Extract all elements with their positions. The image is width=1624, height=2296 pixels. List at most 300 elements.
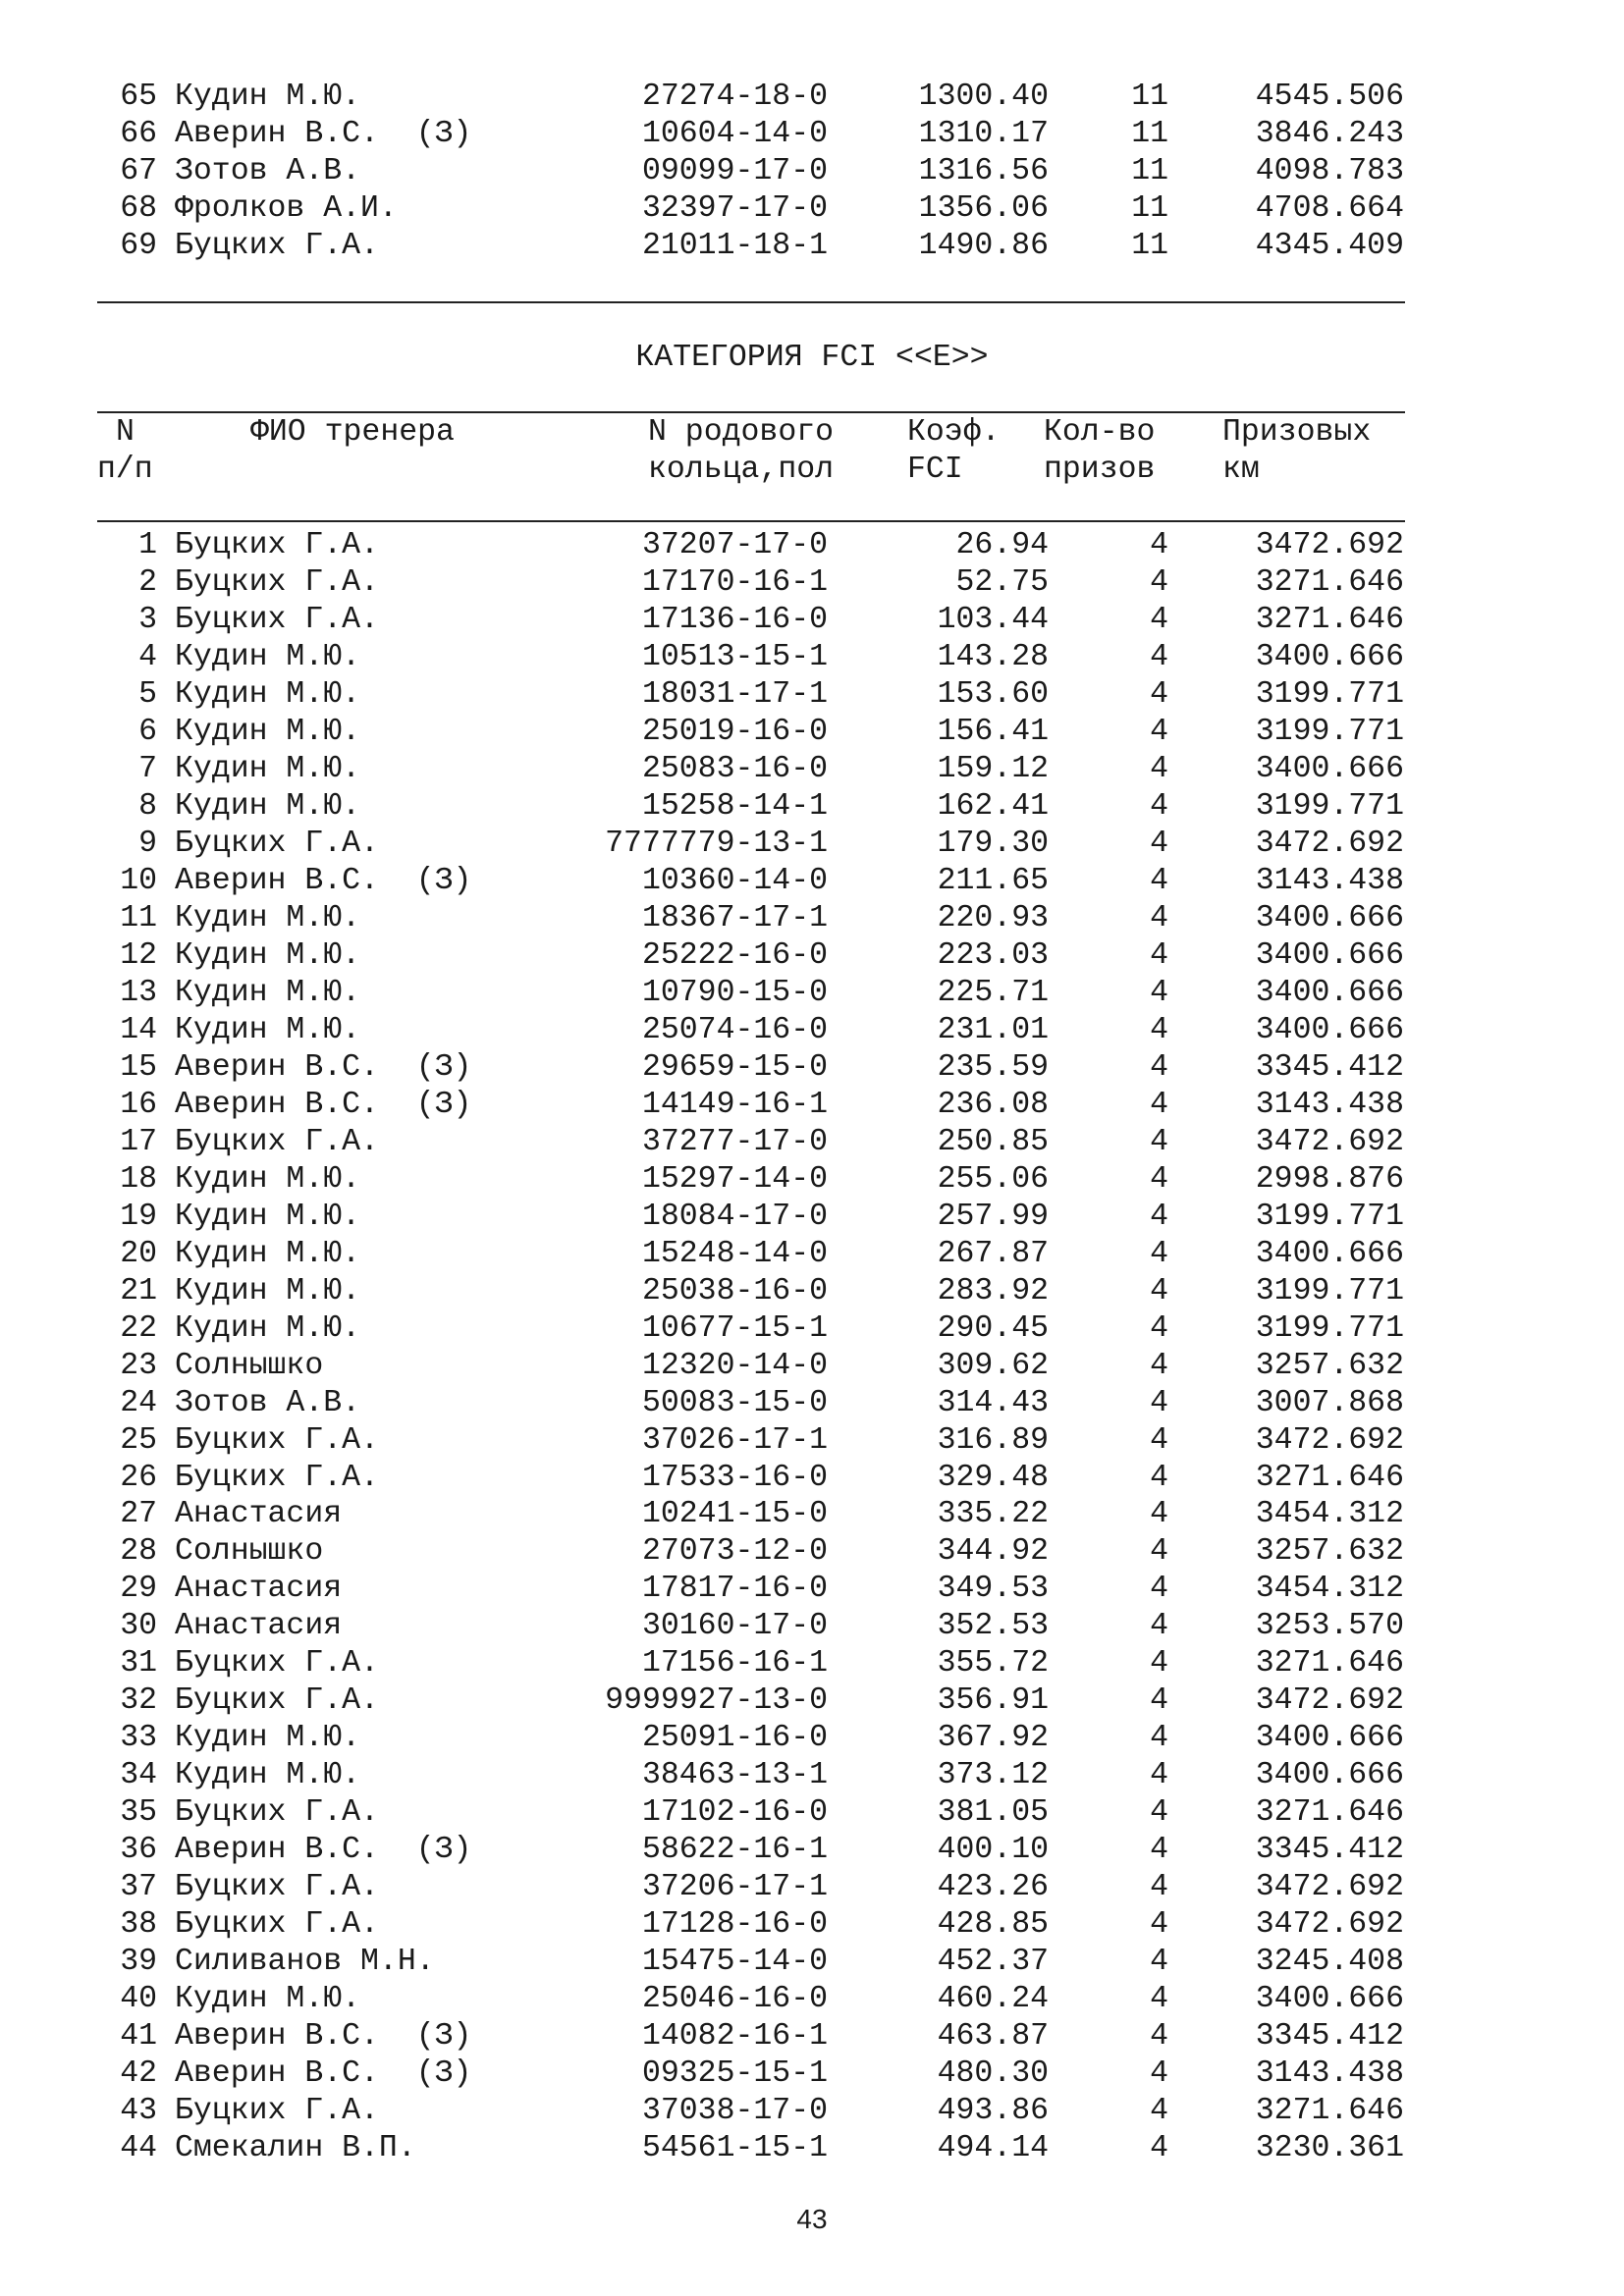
row-number: 22 (120, 1310, 157, 1346)
row-number: 12 (120, 937, 157, 973)
prize-count: 4 (1150, 1012, 1168, 1047)
row-number: 36 (120, 1833, 157, 1868)
trainer-name: Аверин В.С. (З) (175, 2019, 472, 2055)
row-number: 9 (138, 826, 157, 861)
prize-km: 3271.646 (1255, 564, 1404, 600)
trainer-name: Солнышко (175, 1534, 324, 1570)
table-row (0, 1310, 1624, 1348)
fci-coefficient: 1300.40 (918, 80, 1049, 114)
prize-count: 4 (1150, 602, 1168, 637)
ring-number: 17170-16-1 (641, 564, 828, 600)
ring-number: 12320-14-0 (641, 1348, 828, 1383)
table-row (0, 1981, 1624, 2018)
trainer-name: Кудин М.Ю. (175, 937, 361, 973)
prize-km: 3199.771 (1255, 714, 1404, 749)
prize-count: 4 (1150, 863, 1168, 898)
table-row (0, 639, 1624, 676)
category-title: КАТЕГОРИЯ FCI <<E>> (635, 341, 989, 375)
trainer-name: Зотов А.В. (175, 154, 361, 188)
table-row (0, 975, 1624, 1012)
header-coef: Коэф. (907, 415, 1001, 450)
prize-km: 3143.438 (1255, 1087, 1404, 1122)
prize-km: 4708.664 (1255, 191, 1404, 226)
trainer-name: Аверин В.С. (З) (175, 1049, 472, 1085)
trainer-name: Смекалин В.П. (175, 2131, 416, 2166)
prize-count: 4 (1150, 1572, 1168, 1607)
prize-count: 4 (1150, 1348, 1168, 1383)
fci-coefficient: 329.48 (937, 1460, 1049, 1495)
row-number: 23 (120, 1348, 157, 1383)
row-number: 19 (120, 1199, 157, 1234)
row-number: 39 (120, 1945, 157, 1980)
table-row (0, 1608, 1624, 1645)
ring-number: 18367-17-1 (641, 900, 828, 935)
prize-km: 3472.692 (1255, 1683, 1404, 1719)
table-row (0, 2130, 1624, 2167)
prize-km: 3846.243 (1255, 117, 1404, 151)
fci-coefficient: 316.89 (937, 1422, 1049, 1458)
row-number: 7 (138, 751, 157, 786)
ring-number: 17128-16-0 (641, 1907, 828, 1943)
row-number: 4 (138, 639, 157, 674)
table-row (0, 2093, 1624, 2130)
prize-km: 3472.692 (1255, 1422, 1404, 1458)
prize-km: 3400.666 (1255, 975, 1404, 1010)
fci-coefficient: 352.53 (937, 1609, 1049, 1644)
prize-km: 3472.692 (1255, 1907, 1404, 1943)
prize-km: 3472.692 (1255, 826, 1404, 861)
prize-count: 4 (1150, 1758, 1168, 1793)
prize-count: 4 (1150, 714, 1168, 749)
trainer-name: Буцких Г.А. (175, 602, 379, 637)
header-num-sub: п/п (97, 453, 153, 487)
trainer-name: Буцких Г.А. (175, 1683, 379, 1719)
prize-count: 4 (1150, 1236, 1168, 1271)
ring-number: 15258-14-1 (641, 788, 828, 824)
trainer-name: Буцких Г.А. (175, 2094, 379, 2129)
row-number: 17 (120, 1124, 157, 1159)
row-number: 6 (138, 714, 157, 749)
prize-count: 4 (1150, 2019, 1168, 2055)
fci-coefficient: 494.14 (937, 2131, 1049, 2166)
fci-coefficient: 460.24 (937, 1982, 1049, 2017)
prize-count: 4 (1150, 1087, 1168, 1122)
ring-number: 18031-17-1 (641, 676, 828, 712)
row-number: 20 (120, 1236, 157, 1271)
prize-count: 4 (1150, 1497, 1168, 1532)
prize-km: 3400.666 (1255, 639, 1404, 674)
fci-coefficient: 1490.86 (918, 229, 1049, 263)
fci-coefficient: 349.53 (937, 1572, 1049, 1607)
trainer-name: Буцких Г.А. (175, 564, 379, 600)
prize-km: 3253.570 (1255, 1609, 1404, 1644)
row-number: 27 (120, 1497, 157, 1532)
fci-coefficient: 220.93 (937, 900, 1049, 935)
table-row (0, 751, 1624, 788)
prize-count: 4 (1150, 1422, 1168, 1458)
prize-km: 3345.412 (1255, 1049, 1404, 1085)
row-number: 37 (120, 1870, 157, 1905)
prize-count: 4 (1150, 2094, 1168, 2129)
prize-km: 2998.876 (1255, 1161, 1404, 1197)
prize-count: 11 (1131, 117, 1168, 151)
prize-count: 4 (1150, 1385, 1168, 1420)
row-number: 41 (120, 2019, 157, 2055)
ring-number: 9999927-13-0 (605, 1683, 828, 1719)
ring-number: 54561-15-1 (641, 2131, 828, 2166)
prize-count: 4 (1150, 1161, 1168, 1197)
prize-km: 4098.783 (1255, 154, 1404, 188)
trainer-name: Буцких Г.А. (175, 229, 379, 263)
fci-coefficient: 493.86 (937, 2094, 1049, 2129)
prize-km: 3271.646 (1255, 1460, 1404, 1495)
row-number: 32 (120, 1683, 157, 1719)
ring-number: 10241-15-0 (641, 1497, 828, 1532)
trainer-name: Аверин В.С. (З) (175, 2056, 472, 2092)
trainer-name: Кудин М.Ю. (175, 1982, 361, 2017)
ring-number: 10790-15-0 (641, 975, 828, 1010)
table-row (0, 228, 1624, 265)
trainer-name: Буцких Г.А. (175, 826, 379, 861)
row-number: 1 (138, 528, 157, 562)
table-row (0, 1385, 1624, 1422)
row-number: 24 (120, 1385, 157, 1420)
prize-km: 3271.646 (1255, 2094, 1404, 2129)
prize-km: 3345.412 (1255, 2019, 1404, 2055)
prize-count: 4 (1150, 1795, 1168, 1831)
row-number: 66 (120, 117, 157, 151)
ring-number: 25222-16-0 (641, 937, 828, 973)
trainer-name: Кудин М.Ю. (175, 975, 361, 1010)
row-number: 11 (120, 900, 157, 935)
trainer-name: Буцких Г.А. (175, 1460, 379, 1495)
table-row (0, 676, 1624, 714)
ring-number: 37277-17-0 (641, 1124, 828, 1159)
ring-number: 27274-18-0 (641, 80, 828, 114)
fci-coefficient: 290.45 (937, 1310, 1049, 1346)
prize-km: 3400.666 (1255, 1012, 1404, 1047)
ring-number: 18084-17-0 (641, 1199, 828, 1234)
ring-number: 32397-17-0 (641, 191, 828, 226)
ring-number: 37207-17-0 (641, 528, 828, 562)
fci-coefficient: 236.08 (937, 1087, 1049, 1122)
header-ring: N родового (648, 415, 835, 450)
prize-count: 4 (1150, 1646, 1168, 1682)
table-row (0, 2018, 1624, 2056)
prize-count: 4 (1150, 900, 1168, 935)
ring-number: 25083-16-0 (641, 751, 828, 786)
table-row (0, 1199, 1624, 1236)
prize-km: 4545.506 (1255, 80, 1404, 114)
trainer-name: Кудин М.Ю. (175, 1161, 361, 1197)
ring-number: 25091-16-0 (641, 1721, 828, 1756)
trainer-name: Кудин М.Ю. (175, 1273, 361, 1308)
prize-km: 3472.692 (1255, 1124, 1404, 1159)
row-number: 18 (120, 1161, 157, 1197)
prize-km: 3400.666 (1255, 751, 1404, 786)
row-number: 34 (120, 1758, 157, 1793)
table-row (0, 2056, 1624, 2093)
table-row (0, 1906, 1624, 1944)
table-row (0, 1236, 1624, 1273)
table-row (0, 1832, 1624, 1869)
fci-coefficient: 235.59 (937, 1049, 1049, 1085)
trainer-name: Буцких Г.А. (175, 1870, 379, 1905)
fci-coefficient: 223.03 (937, 937, 1049, 973)
prize-count: 4 (1150, 1982, 1168, 2017)
trainer-name: Кудин М.Ю. (175, 1758, 361, 1793)
row-number: 44 (120, 2131, 157, 2166)
prize-count: 4 (1150, 1945, 1168, 1980)
fci-coefficient: 356.91 (937, 1683, 1049, 1719)
trainer-name: Кудин М.Ю. (175, 900, 361, 935)
trainer-name: Силиванов М.Н. (175, 1945, 435, 1980)
fci-coefficient: 103.44 (937, 602, 1049, 637)
row-number: 65 (120, 80, 157, 114)
trainer-name: Аверин В.С. (З) (175, 1833, 472, 1868)
ring-number: 27073-12-0 (641, 1534, 828, 1570)
prize-count: 11 (1131, 229, 1168, 263)
trainer-name: Буцких Г.А. (175, 528, 379, 562)
table-row (0, 1757, 1624, 1794)
prize-count: 4 (1150, 564, 1168, 600)
ring-number: 09099-17-0 (641, 154, 828, 188)
fci-coefficient: 26.94 (955, 528, 1049, 562)
trainer-name: Кудин М.Ю. (175, 1236, 361, 1271)
prize-count: 4 (1150, 788, 1168, 824)
prize-km: 3143.438 (1255, 2056, 1404, 2092)
header-prizes: Кол-во (1044, 415, 1156, 450)
row-number: 3 (138, 602, 157, 637)
fci-coefficient: 423.26 (937, 1870, 1049, 1905)
table-row (0, 1012, 1624, 1049)
trainer-name: Кудин М.Ю. (175, 1310, 361, 1346)
ring-number: 10677-15-1 (641, 1310, 828, 1346)
ring-number: 15475-14-0 (641, 1945, 828, 1980)
row-number: 14 (120, 1012, 157, 1047)
ring-number: 37038-17-0 (641, 2094, 828, 2129)
row-number: 42 (120, 2056, 157, 2092)
fci-coefficient: 225.71 (937, 975, 1049, 1010)
fci-coefficient: 179.30 (937, 826, 1049, 861)
trainer-name: Кудин М.Ю. (175, 1012, 361, 1047)
trainer-name: Анастасия (175, 1609, 343, 1644)
prize-km: 3400.666 (1255, 1721, 1404, 1756)
ring-number: 17136-16-0 (641, 602, 828, 637)
prize-km: 3400.666 (1255, 1236, 1404, 1271)
prize-km: 3400.666 (1255, 1758, 1404, 1793)
fci-coefficient: 255.06 (937, 1161, 1049, 1197)
prize-km: 4345.409 (1255, 229, 1404, 263)
trainer-name: Кудин М.Ю. (175, 751, 361, 786)
prize-count: 4 (1150, 1833, 1168, 1868)
fci-coefficient: 257.99 (937, 1199, 1049, 1234)
trainer-name: Кудин М.Ю. (175, 714, 361, 749)
fci-coefficient: 373.12 (937, 1758, 1049, 1793)
ring-number: 15248-14-0 (641, 1236, 828, 1271)
prize-km: 3199.771 (1255, 788, 1404, 824)
prize-km: 3230.361 (1255, 2131, 1404, 2166)
trainer-name: Буцких Г.А. (175, 1795, 379, 1831)
table-row (0, 1869, 1624, 1906)
table-row (0, 1124, 1624, 1161)
ring-number: 25074-16-0 (641, 1012, 828, 1047)
row-number: 2 (138, 564, 157, 600)
table-row (0, 1682, 1624, 1720)
prize-count: 11 (1131, 191, 1168, 226)
row-number: 10 (120, 863, 157, 898)
ring-number: 14082-16-1 (641, 2019, 828, 2055)
prize-count: 4 (1150, 1683, 1168, 1719)
trainer-name: Аверин В.С. (З) (175, 117, 472, 151)
prize-count: 4 (1150, 1534, 1168, 1570)
prize-count: 4 (1150, 1199, 1168, 1234)
prize-km: 3400.666 (1255, 900, 1404, 935)
trainer-name: Кудин М.Ю. (175, 1199, 361, 1234)
trainer-name: Буцких Г.А. (175, 1422, 379, 1458)
ring-number: 50083-15-0 (641, 1385, 828, 1420)
fci-coefficient: 1310.17 (918, 117, 1049, 151)
row-number: 67 (120, 154, 157, 188)
fci-coefficient: 400.10 (937, 1833, 1049, 1868)
trainer-name: Солнышко (175, 1348, 324, 1383)
prize-count: 4 (1150, 937, 1168, 973)
table-row (0, 1422, 1624, 1460)
ring-number: 7777779-13-1 (605, 826, 828, 861)
row-number: 8 (138, 788, 157, 824)
table-row (0, 937, 1624, 975)
table-row (0, 1794, 1624, 1832)
prize-count: 4 (1150, 1460, 1168, 1495)
fci-coefficient: 283.92 (937, 1273, 1049, 1308)
prize-km: 3345.412 (1255, 1833, 1404, 1868)
fci-coefficient: 153.60 (937, 676, 1049, 712)
trainer-name: Буцких Г.А. (175, 1124, 379, 1159)
row-number: 33 (120, 1721, 157, 1756)
prize-km: 3199.771 (1255, 1273, 1404, 1308)
trainer-name: Кудин М.Ю. (175, 1721, 361, 1756)
divider-line (97, 301, 1405, 303)
table-row (0, 1460, 1624, 1497)
row-number: 69 (120, 229, 157, 263)
ring-number: 30160-17-0 (641, 1609, 828, 1644)
fci-coefficient: 309.62 (937, 1348, 1049, 1383)
fci-coefficient: 162.41 (937, 788, 1049, 824)
fci-coefficient: 250.85 (937, 1124, 1049, 1159)
fci-coefficient: 143.28 (937, 639, 1049, 674)
prize-km: 3271.646 (1255, 1646, 1404, 1682)
table-row (0, 79, 1624, 116)
trainer-name: Зотов А.В. (175, 1385, 361, 1420)
table-row (0, 788, 1624, 826)
prize-count: 4 (1150, 1310, 1168, 1346)
table-row (0, 1645, 1624, 1682)
ring-number: 37026-17-1 (641, 1422, 828, 1458)
row-number: 29 (120, 1572, 157, 1607)
ring-number: 38463-13-1 (641, 1758, 828, 1793)
prize-count: 4 (1150, 639, 1168, 674)
table-row (0, 1348, 1624, 1385)
prize-km: 3271.646 (1255, 1795, 1404, 1831)
ring-number: 17533-16-0 (641, 1460, 828, 1495)
fci-coefficient: 159.12 (937, 751, 1049, 786)
trainer-name: Буцких Г.А. (175, 1646, 379, 1682)
prize-km: 3199.771 (1255, 676, 1404, 712)
trainer-name: Аверин В.С. (З) (175, 1087, 472, 1122)
row-number: 25 (120, 1422, 157, 1458)
page-number: 43 (796, 2204, 828, 2234)
row-number: 43 (120, 2094, 157, 2129)
fci-coefficient: 1356.06 (918, 191, 1049, 226)
header-top-rule (97, 411, 1405, 413)
fci-coefficient: 452.37 (937, 1945, 1049, 1980)
prize-km: 3257.632 (1255, 1348, 1404, 1383)
header-coef-sub: FCI (907, 453, 963, 487)
fci-coefficient: 335.22 (937, 1497, 1049, 1532)
header-bottom-rule (97, 520, 1405, 522)
ring-number: 29659-15-0 (641, 1049, 828, 1085)
table-row (0, 1720, 1624, 1757)
prize-km: 3007.868 (1255, 1385, 1404, 1420)
fci-coefficient: 428.85 (937, 1907, 1049, 1943)
row-number: 5 (138, 676, 157, 712)
prize-count: 4 (1150, 1721, 1168, 1756)
header-km-sub: км (1222, 453, 1260, 487)
prize-count: 4 (1150, 1049, 1168, 1085)
ring-number: 37206-17-1 (641, 1870, 828, 1905)
trainer-name: Кудин М.Ю. (175, 788, 361, 824)
table-row (0, 1273, 1624, 1310)
row-number: 40 (120, 1982, 157, 2017)
trainer-name: Анастасия (175, 1497, 343, 1532)
ring-number: 25046-16-0 (641, 1982, 828, 2017)
table-row (0, 190, 1624, 228)
prize-count: 4 (1150, 1124, 1168, 1159)
ring-number: 14149-16-1 (641, 1087, 828, 1122)
ring-number: 21011-18-1 (641, 229, 828, 263)
trainer-name: Кудин М.Ю. (175, 80, 361, 114)
header-num: N (116, 415, 135, 450)
prize-km: 3257.632 (1255, 1534, 1404, 1570)
trainer-name: Кудин М.Ю. (175, 676, 361, 712)
table-row (0, 826, 1624, 863)
prize-count: 4 (1150, 1273, 1168, 1308)
row-number: 21 (120, 1273, 157, 1308)
fci-coefficient: 367.92 (937, 1721, 1049, 1756)
prize-count: 4 (1150, 751, 1168, 786)
table-row (0, 153, 1624, 190)
prize-km: 3472.692 (1255, 1870, 1404, 1905)
prize-count: 4 (1150, 1609, 1168, 1644)
header-km: Призовых (1222, 415, 1372, 450)
trainer-name: Кудин М.Ю. (175, 639, 361, 674)
fci-coefficient: 1316.56 (918, 154, 1049, 188)
table-row (0, 602, 1624, 639)
ring-number: 17156-16-1 (641, 1646, 828, 1682)
prize-count: 4 (1150, 826, 1168, 861)
row-number: 16 (120, 1087, 157, 1122)
table-row (0, 1496, 1624, 1533)
prize-count: 11 (1131, 154, 1168, 188)
ring-number: 17102-16-0 (641, 1795, 828, 1831)
row-number: 28 (120, 1534, 157, 1570)
trainer-name: Буцких Г.А. (175, 1907, 379, 1943)
row-number: 30 (120, 1609, 157, 1644)
header-name: ФИО тренера (250, 415, 455, 450)
ring-number: 15297-14-0 (641, 1161, 828, 1197)
prize-count: 4 (1150, 975, 1168, 1010)
table-row (0, 1571, 1624, 1608)
